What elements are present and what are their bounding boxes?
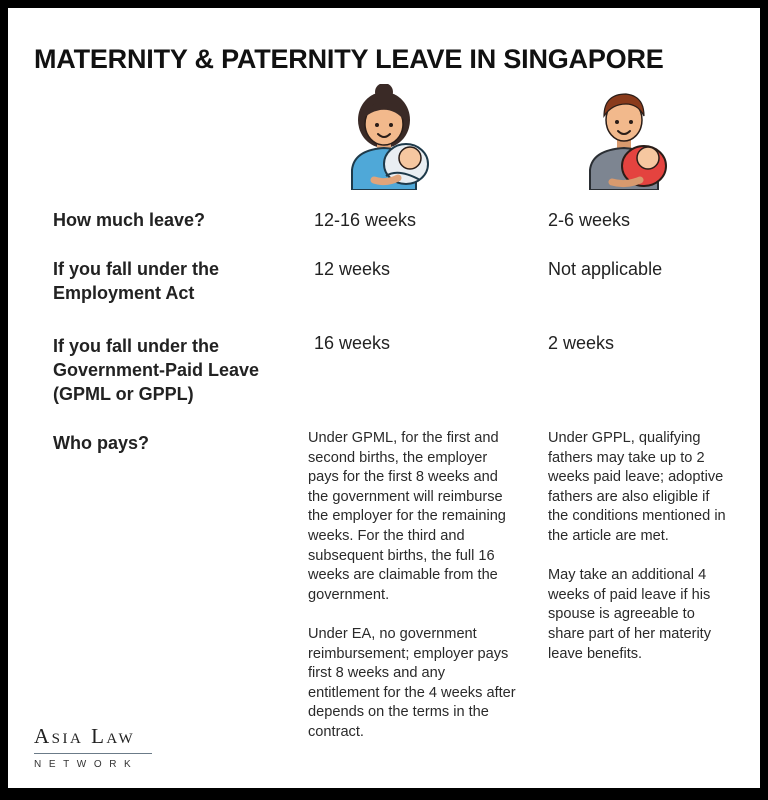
maternity-gov-value: 16 weeks: [314, 333, 391, 353]
row-label-how-much: How much leave?: [53, 210, 206, 230]
row-label-line: If you fall under the: [53, 336, 220, 356]
row-label-government-paid-leave: [53, 334, 259, 406]
row-label-employment-act: [53, 257, 219, 305]
maternity-how-much-value: 12-16 weeks: [314, 210, 417, 230]
row-label-line: If you fall under the: [53, 259, 220, 279]
asia-law-network-logo: [34, 724, 154, 770]
row-label-line: Employment Act: [53, 283, 195, 303]
paternity-who-pays-paragraph: May take an additional 4 weeks of paid leave if his spouse is agreeable to share part of her materity leave benefits.: [548, 567, 712, 662]
paternity-ea-value: Not applicable: [548, 259, 663, 279]
paternity-who-pays-text: [548, 429, 726, 664]
logo-subtitle: NETWORK: [34, 759, 139, 770]
row-label-line: (GPML or GPPL): [53, 384, 194, 404]
mother-with-baby-icon: [344, 84, 436, 190]
maternity-who-pays-text: [308, 429, 516, 743]
logo-wordmark: Asia Law: [34, 724, 136, 748]
maternity-who-pays-paragraph: Under EA, no government reimbursement; employer pays first 8 weeks and any entitlement for the 4 weeks after depends on the terms in the contract.: [308, 625, 516, 740]
row-label-line: Government-Paid Leave: [53, 360, 260, 380]
infographic-card: [8, 8, 760, 788]
paternity-how-much-value: 2-6 weeks: [548, 210, 631, 230]
page-title: MATERNITY & PATERNITY LEAVE IN SINGAPORE: [34, 44, 664, 74]
row-label-who-pays: Who pays?: [53, 433, 150, 453]
paternity-gov-value: 2 weeks: [548, 333, 615, 353]
father-with-baby-icon: [584, 84, 676, 190]
logo-divider: [34, 753, 152, 754]
maternity-who-pays-paragraph: Under GPML, for the first and second births, the employer pays for the first 8 weeks and the government will reimburse the employer for the remaining weeks. For the third and subsequent births, the full 16 weeks are claimable from the government.: [308, 430, 506, 603]
maternity-ea-value: 12 weeks: [314, 259, 391, 279]
paternity-who-pays-paragraph: Under GPPL, qualifying fathers may take up to 2 weeks paid leave; adoptive fathers are also eligible if the conditions mentioned in the article are met.: [548, 430, 726, 544]
